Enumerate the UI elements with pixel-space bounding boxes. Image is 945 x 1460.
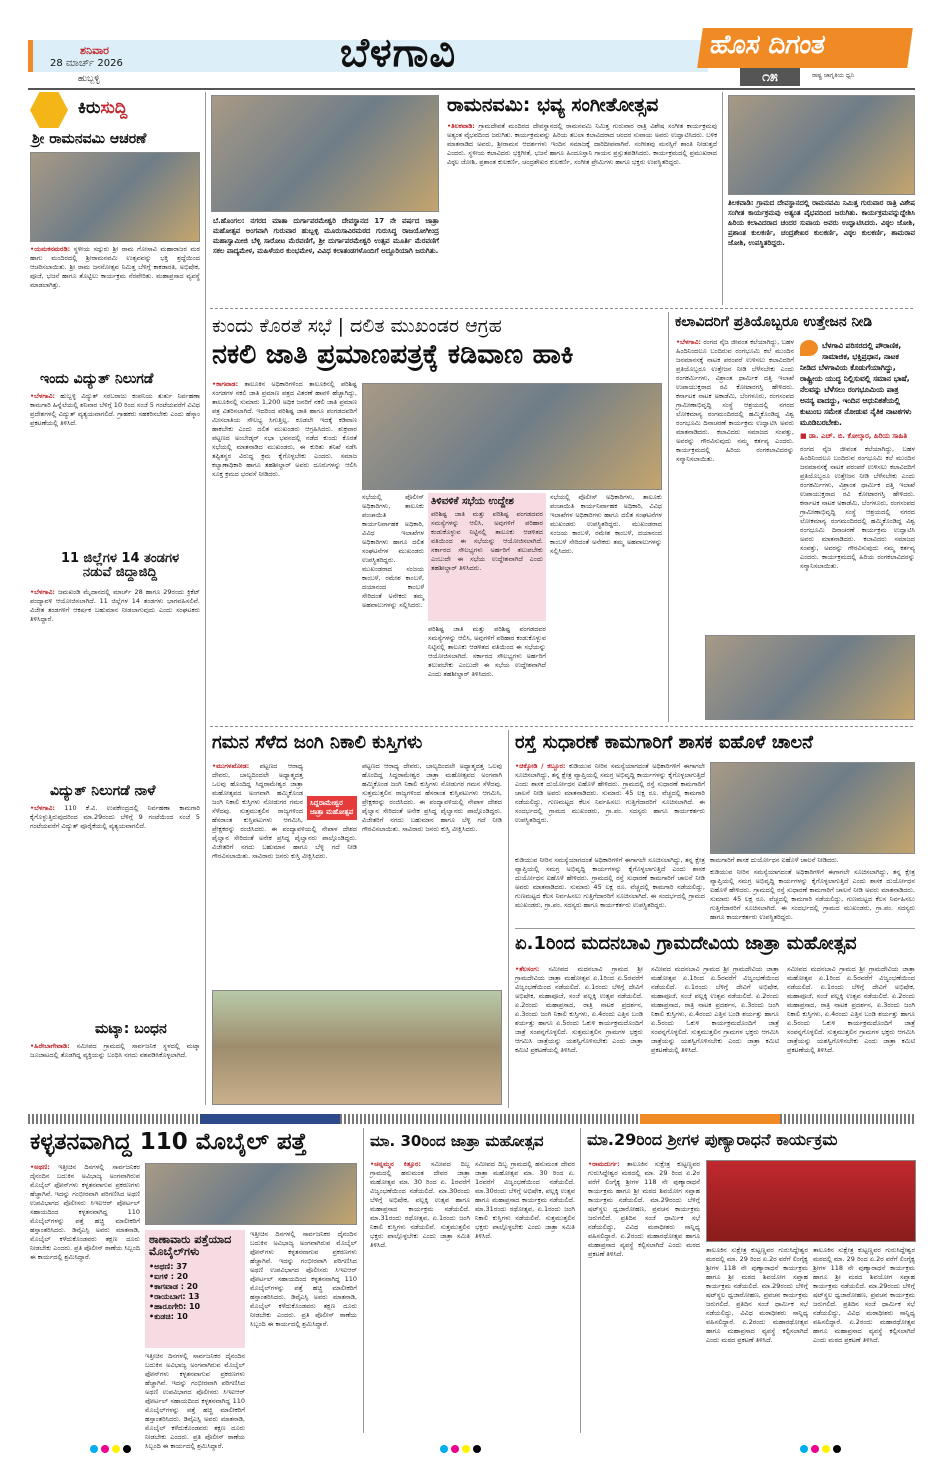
article-body: ಕುಡಿಯುವ ನೀರಿನ ಸಮಸ್ಯೆಯಾಗದಂತೆ ಅಧಿಕಾರಿಗಳಿಗೆ ಈಗಾಗಲೇ ಸೂಚಿಸಲಾಗಿದ್ದು, ತನ್ನ ಕ್ಷೇತ್ರ ವ್ಯಾಪ್ತಿಯಲ್ಲಿ ಸಮಗ್ರ ಅಭಿವೃದ್ಧಿ ಕಾರ್ಯಗಳನ್ನು ಕೈಗೊಳ್ಳಲಾಗುತ್ತಿದೆ ಎಂದು ಶಾಸಕ ದುರ್ಯೋಧನ ಐಹೊಳೆ ಹೇಳಿದರು. ಗ್ರಾಮದಲ್ಲಿ ರಸ್ತೆ ಸುಧಾರಣೆ ಕಾಮಗಾರಿಗೆ ಚಾಲನೆ ನೀಡಿ ಅವರು ಮಾತನಾಡಿದರು. ಸುಮಾರು 45 ಲಕ್ಷ ರೂ. ವೆಚ್ಚದಲ್ಲಿ ಕಾಮಗಾರಿ ನಡೆಯಲಿದ್ದು, ಗುಣಮಟ್ಟದ ಕೆಲಸ ನಿರ್ವಹಿಸಲು ಗುತ್ತಿಗೆದಾರರಿಗೆ ಸೂಚಿಸಲಾಗಿದೆ. ಈ ಸಂದರ್ಭದಲ್ಲಿ ಗ್ರಾಮದ ಮುಖಂಡರು, ಗ್ರಾ.ಪಂ. ಸದಸ್ಯರು ಹಾಗೂ ಕಾರ್ಯಕರ್ತರು ಉಪಸ್ಥಿತರಿದ್ದರು. bbox=[710, 868, 915, 921]
brief-headline: 11 ಜಿಲ್ಲೆಗಳ 14 ತಂಡಗಳ ನಡುವೆ ಜಿದ್ದಾಜಿದ್ದಿ bbox=[60, 551, 180, 581]
article-headline: ಗಮನ ಸೆಳೆದ ಜಂಗಿ ನಿಕಾಲಿ ಕುಸ್ತಿಗಳು bbox=[212, 732, 423, 753]
main-headline: ನಕಲಿ ಜಾತಿ ಪ್ರಮಾಣಪತ್ರಕ್ಕೆ ಕಡಿವಾಣ ಹಾಕಿ bbox=[212, 339, 574, 370]
subhead-text: ಪರಿಶಿಷ್ಟ ಜಾತಿ ಮತ್ತು ಪರಿಶಿಷ್ಟ ಪಂಗಡದವರ ಸಮಸ್ಯೆಗಳನ್ನು ಆಲಿಸಿ, ಅವುಗಳಿಗೆ ಪರಿಹಾರ ಕಂಡುಕೊಳ್ಳುವ ನಿಟ್ಟಿನಲ್ಲಿ ತಾಲೂಕು ಆಡಳಿತದ ವತಿಯಿಂದ ಈ ಸಭೆಯನ್ನು ಆಯೋಜಿಸಲಾಗಿದೆ. ಸರ್ಕಾರದ ಸೌಲಭ್ಯಗಳು ಅರ್ಹರಿಗೆ ತಲುಪಬೇಕು ಎಂಬುದೇ ಈ ಸಭೆಯ ಉದ್ದೇಶವಾಗಿದೆ ಎಂದು ತಹಶೀಲ್ದಾರ್ ತಿಳಿಸಿದರು. bbox=[431, 510, 543, 572]
article-body: ರಂಗದ ನೈಜ ಜೀವಂತ ಕಲೆಯಾಗಿದ್ದು, ಬಹಳ ಹಿಂದಿನಿಂದಲೂ ಬಂದಿರುವ ರಂಗಭೂಮಿ ಕಲೆ ಮುಂದಿನ ಜನಮಾನಸಕ್ಕೆ ನಾಟಕ ಪರಂಪರೆ ಉಳಿಸಲು ಕಲಾವಿದರಿಗೆ ಪ್ರತಿಯೊಬ್ಬರೂ ಉತ್ತೇಜನ ನೀಡಿ ಬೆಳೆಸಬೇಕು ಎಂದು ರಂಗಕರ್ಮಿಗಳು, ವಿಶ್ರಾಂತ ಧಾರ್ಮಿಕ ದತ್ತಿ ಇಲಾಖೆ ಉಪಾಯುಕ್ತರಾದ ರವಿ ಕೋಟಾರಗಸ್ತಿ ಹೇಳಿದರು. ಕರ್ನಾಟಕ ನಾಟಕ ಅಕಾಡೆಮಿ, ಬೆಂಗಳೂರು, ರಂಗಸಂಪದ ಗ್ರಾಮೀಣಾಭಿವೃದ್ಧಿ ಸಂಸ್ಥೆ ಆಶ್ರಯದಲ್ಲಿ ನಗರದ ಲೋಕಮಾನ್ಯ ರಂಗಮಂದಿರದಲ್ಲಿ ಹಮ್ಮಿಕೊಂಡಿದ್ದ ವಿಶ್ವ ರಂಗಭೂಮಿ ದಿನಾಚರಣೆ ಕಾರ್ಯಕ್ರಮ ಉದ್ಘಾಟಿಸಿ ಅವರು ಮಾತನಾಡಿದರು. ಕಲಾವಿದರು ಸಮಾಜದ ಸಂಪತ್ತು, ಅವರನ್ನು ಗೌರವಿಸುವುದು ನಮ್ಮ ಕರ್ತವ್ಯ ಎಂದರು. ಕಾರ್ಯಕ್ರಮದಲ್ಲಿ ಹಿರಿಯ ರಂಗಕಲಾವಿದರನ್ನು ಸನ್ಮಾನಿಸಲಾಯಿತು. bbox=[800, 445, 915, 570]
section-title: ಬೆಳಗಾವಿ bbox=[340, 30, 457, 76]
article-body: •ತಿಲಕವಾಡಿ: ಗ್ರಾಮದೇವತೆ ಮಂದಿರದ ದೇವಸ್ಥಾನದಲ್ಲಿ ರಾಮನವಮಿ ನಿಮಿತ್ತ ಗುರುವಾರ ರಾತ್ರಿ ವಿಶೇಷ ಸಂಗೀತ ಕಾರ್ಯಕ್ರಮವು ಅತ್ಯಂತ ವೈಭವದಿಂದ ಜರುಗಿತು. ಕಾರ್ಯಕ್ರಮವನ್ನು ಹಿರಿಯ ತಬಲಾ ಕಲಾವಿದರಾದ ಚಂದರ ಸುವಾಯ ಅವರು ಉದ್ಘಾಟಿಸಿದರು. ಬಳಿಕ ಮಾತನಾಡಿದ ಅವರು, ಶ್ರೀರಾಮನ ಆದರ್ಶಗಳು ಇಂದಿನ ಸಮಾಜಕ್ಕೆ ದಾರಿದೀಪವಾಗಿವೆ. ಸಂಗೀತವು ಮನಸ್ಸಿಗೆ ಶಾಂತಿ ನೀಡುತ್ತದೆ ಎಂದರು. ಸ್ಥಳೀಯ ಕಲಾವಿದರು ಭಕ್ತಿಗೀತೆ, ಭಜನೆ ಹಾಗೂ ಹಿಂದೂಸ್ತಾನಿ ಗಾಯನ ಪ್ರಸ್ತುತಪಡಿಸಿದರು. ಕಾರ್ಯಕ್ರಮದಲ್ಲಿ ಪ್ರಮುಖರಾದ ವಿಠ್ಠಲ ಜೋಶಿ, ಪ್ರಶಾಂತ ಕುಲಕರ್ಣಿ, ಚಂದ್ರಶೇಖರ ಕುಲಕರ್ಣಿ, ಸಂಗೀತ ಪ್ರೇಮಿಗಳು ಹಾಗೂ ಭಕ್ತರು ಉಪಸ್ಥಿತರಿದ್ದರು. bbox=[447, 122, 717, 166]
article-headline: ಮಾ. 30ರಿಂದ ಜಾತ್ರಾ ಮಹೋತ್ಸವ bbox=[370, 1132, 544, 1150]
ritual-photo bbox=[30, 152, 200, 242]
felicitation-photo bbox=[705, 635, 915, 720]
stats-item: •ರಾಯಬಾಗ: 13 bbox=[149, 1292, 200, 1302]
color-registration-marks bbox=[440, 1438, 484, 1457]
brief-text: •ಯಮಕನಮರಡಿ: ಸ್ಥಳೀಯ ಸದ್ಗುರು ಶ್ರೀ ರಾಮ ಗೋಸಾವಿ ಮಹಾರಾಜರ ಮಠ ಹಾಗು ಮಂದಿರದಲ್ಲಿ ಶ್ರೀರಾಮನವಮಿ ಉತ್ಸವವನ್ನು ಭಕ್ತಿ ಶ್ರದ್ಧೆಯಿಂದ ಆಚರಿಸಲಾಯಿತು. ಶ್ರೀ ರಾಮ ಜನನೋತ್ಸವ ನಿಮಿತ್ತ ಬೆಳಿಗ್ಗೆ ಕಾಕಡಾರತಿ, ಅಭಿಷೇಕ, ಪೂಜೆ, ಭಜನೆ ಹಾಗೂ ತೊಟ್ಟಿಲು ಕಾರ್ಯಕ್ರಮ ನೆರವೇರಿತು. ಮಹಾಪ್ರಸಾದ ವ್ಯವಸ್ಥೆ ಮಾಡಲಾಗಿತ್ತು. bbox=[30, 245, 200, 289]
section-divider bbox=[515, 928, 915, 929]
stats-item: •ಹಾರೂಗೇರಿ: 10 bbox=[149, 1302, 201, 1312]
dateline: •ಹಿರೇಬಾಗೇವಾಡಿ: bbox=[30, 1042, 70, 1050]
dateline: •ಬೆಳಗಾವಿ: bbox=[676, 338, 701, 346]
dateline: •ಬೆಳಗಾವಿ: bbox=[30, 588, 55, 596]
kiru-text: ಕಿರು bbox=[78, 98, 101, 118]
article-body: •ಅಥಣಿ: ಇತ್ತೀಚಿನ ದಿನಗಳಲ್ಲಿ ಸಾರ್ವಜನಿಕರ ದೈನಂದಿನ ಬದುಕಿನ ಅವಿಭಾಜ್ಯ ಅಂಗವಾಗಿರುವ ಮೊಬೈಲ್ ಫೋನ್‌ಗಳು ಕಳ್ಳತನವಾಗುವ ಪ್ರಕರಣಗಳು ಹೆಚ್ಚಾಗಿವೆ. ಇದನ್ನು ಗಂಭೀರವಾಗಿ ಪರಿಗಣಿಸಿದ ಅಥಣಿ ಉಪವಿಭಾಗದ ಪೊಲೀಸರು ಸಿಇಐಆರ್ ಪೋರ್ಟಲ್ ಸಹಾಯದಿಂದ ಕಳ್ಳತನವಾಗಿದ್ದ 110 ಮೊಬೈಲ್‌ಗಳನ್ನು ಪತ್ತೆ ಹಚ್ಚಿ ಮಾಲೀಕರಿಗೆ ಹಸ್ತಾಂತರಿಸಿದರು. ಡಿವೈಎಸ್ಪಿ ಅವರು ಮಾತನಾಡಿ, ಮೊಬೈಲ್ ಕಳೆದುಕೊಂಡವರು ತಕ್ಷಣ ದೂರು ನೀಡಬೇಕು ಎಂದರು. ಪ್ರತಿ ಪೊಲೀಸ್ ಠಾಣೆಯ ಸಿಬ್ಬಂದಿ ಈ ಕಾರ್ಯದಲ್ಲಿ ಶ್ರಮಿಸಿದ್ದಾರೆ. bbox=[30, 1163, 140, 1261]
article-body: ಪಟ್ಟಣದ ಆರಾಧ್ಯ ದೇವರು, ಬಾಲ್ಯದಿಂದಲೇ ಅಧ್ಯಾತ್ಮದತ್ತ ಒಲವು ಹೊಂದಿದ್ದ ಸಿದ್ದರಾಮೇಶ್ವರ ಜಾತ್ರಾ ಮಹೋತ್ಸವದ ಅಂಗವಾಗಿ ಹಮ್ಮಿಕೊಂಡ ಜಂಗಿ ನಿಕಾಲಿ ಕುಸ್ತಿಗಳು ನೋಡುಗರ ಗಮನ ಸೆಳೆದವು. ಸುತ್ತಮುತ್ತಲಿನ ರಾಜ್ಯಗಳಿಂದ ಹೆಸರಾಂತ ಕುಸ್ತಿಪಟುಗಳು ಆಗಮಿಸಿ, ಪ್ರೇಕ್ಷಕರನ್ನು ರಂಜಿಸಿದರು. ಈ ಪಂದ್ಯಾವಳಿಯಲ್ಲಿ ನೇಪಾಳ ದೇಶದ ಪೈಲ್ವಾನ ಸೇರಿದಂತೆ ಅನೇಕ ಪ್ರಸಿದ್ಧ ಪೈಲ್ವಾನರು ಪಾಲ್ಗೊಂಡಿದ್ದರು. ವಿಜೇತರಿಗೆ ನಗದು ಬಹುಮಾನ ಹಾಗೂ ಬೆಳ್ಳಿ ಗದೆ ನೀಡಿ ಗೌರವಿಸಲಾಯಿತು. ಸಾವಿರಾರು ಜನರು ಕುಸ್ತಿ ವೀಕ್ಷಿಸಿದರು. bbox=[362, 762, 502, 833]
article-headline: ರಸ್ತೆ ಸುಧಾರಣೆ ಕಾಮಗಾರಿಗೆ ಶಾಸಕ ಐಹೊಳೆ ಚಾಲನೆ bbox=[515, 732, 813, 753]
dateline: •ತಿಲಕವಾಡಿ: bbox=[447, 122, 475, 130]
subhead: ತಿಳಿವಳಿಕೆ ಸಭೆಯ ಉದ್ದೇಶ bbox=[431, 496, 514, 507]
brief-headline: ಮಟ್ಕಾ: ಬಂಧನ bbox=[95, 1021, 167, 1037]
brief-text: •ಬೆಳಗಾವಿ: 110 ಕೆ.ವಿ. ಉಪಕೇಂದ್ರದಲ್ಲಿ ನಿರ್ವಹಣಾ ಕಾಮಗಾರಿ ಕೈಗೊಳ್ಳುತ್ತಿರುವುದರಿಂದ ಮಾ.29ರಂದು ಬೆಳಿಗ್ಗೆ 9 ಗಂಟೆಯಿಂದ ಸಂಜೆ 5 ಗಂಟೆಯವರೆಗೆ ವಿದ್ಯುತ್ ಪೂರೈಕೆಯಲ್ಲಿ ವ್ಯತ್ಯಯವಾಗಲಿದೆ. bbox=[30, 804, 200, 830]
stats-box bbox=[145, 1230, 245, 1348]
article-body: •ಚಿಕ್ಕೋಡಿ / ಕಬ್ಬೂರ: ಕುಡಿಯುವ ನೀರಿನ ಸಮಸ್ಯೆಯಾಗದಂತೆ ಅಧಿಕಾರಿಗಳಿಗೆ ಈಗಾಗಲೇ ಸೂಚಿಸಲಾಗಿದ್ದು, ತನ್ನ ಕ್ಷೇತ್ರ ವ್ಯಾಪ್ತಿಯಲ್ಲಿ ಸಮಗ್ರ ಅಭಿವೃದ್ಧಿ ಕಾರ್ಯಗಳನ್ನು ಕೈಗೊಳ್ಳಲಾಗುತ್ತಿದೆ ಎಂದು ಶಾಸಕ ದುರ್ಯೋಧನ ಐಹೊಳೆ ಹೇಳಿದರು. ಗ್ರಾಮದಲ್ಲಿ ರಸ್ತೆ ಸುಧಾರಣೆ ಕಾಮಗಾರಿಗೆ ಚಾಲನೆ ನೀಡಿ ಅವರು ಮಾತನಾಡಿದರು. ಸುಮಾರು 45 ಲಕ್ಷ ರೂ. ವೆಚ್ಚದಲ್ಲಿ ಕಾಮಗಾರಿ ನಡೆಯಲಿದ್ದು, ಗುಣಮಟ್ಟದ ಕೆಲಸ ನಿರ್ವಹಿಸಲು ಗುತ್ತಿಗೆದಾರರಿಗೆ ಸೂಚಿಸಲಾಗಿದೆ. ಈ ಸಂದರ್ಭದಲ್ಲಿ ಗ್ರಾಮದ ಮುಖಂಡರು, ಗ್ರಾ.ಪಂ. ಸದಸ್ಯರು ಹಾಗೂ ಕಾರ್ಯಕರ್ತರು ಉಪಸ್ಥಿತರಿದ್ದರು. bbox=[515, 762, 705, 824]
article-body: •ಚನ್ನಮ್ಮನ ಕಿತ್ತೂರ: ಸಮೀಪದ ದಿಬ್ಬ ಗ್ರಾಮದಲ್ಲಿ ಹನುಮಂತ ದೇವರ ಜಾತ್ರಾ ಮಹೋತ್ಸವ ಮಾ. 30 ರಿಂದ ಏ. 1ರವರೆಗೆ ವಿಜೃಂಭಣೆಯಿಂದ ನಡೆಯಲಿದೆ. ಮಾ.30ರಂದು ಬೆಳಿಗ್ಗೆ ಅಭಿಷೇಕ, ಪಲ್ಲಕ್ಕಿ ಉತ್ಸವ ಹಾಗೂ ಮಹಾಪ್ರಸಾದ ಕಾರ್ಯಕ್ರಮ ನಡೆಯಲಿದೆ. ಮಾ.31ರಂದು ರಥೋತ್ಸವ, ಏ.1ರಂದು ಜಂಗಿ ನಿಕಾಲಿ ಕುಸ್ತಿಗಳು ನಡೆಯಲಿವೆ. ಸುತ್ತಮುತ್ತಲಿನ ಭಕ್ತರು ಪಾಲ್ಗೊಳ್ಳಬೇಕು ಎಂದು ಜಾತ್ರಾ ಸಮಿತಿ ತಿಳಿಸಿದೆ. bbox=[370, 1160, 470, 1249]
dateline: •ಯಮಕನಮರಡಿ: bbox=[30, 245, 71, 253]
photo-caption: ಕಾಮಗಾರಿಗೆ ಶಾಸಕ ದುರ್ಯೋಧನ ಐಹೊಳೆ ಚಾಲನೆ ನೀಡಿದರು. bbox=[710, 856, 839, 864]
column-divider bbox=[668, 312, 669, 722]
article-body: ತಾಲೂಕಿನ ಸುಕ್ಷೇತ್ರ ಕುಟ್ಟಣ್ಣವರ ಗುರುಸಿದ್ದೇಶ್ವರ ಮಠದಲ್ಲಿ ಮಾ. 29 ರಿಂದ ಏ.2ರ ವರೆಗೆ ಲಿಂಗೈಕ್ಯ ಶ್ರೀಗಳ 118 ನೇ ಪುಣ್ಯಾರಾಧನೆ ಕಾರ್ಯಕ್ರಮ ಹಾಗೂ ಶ್ರೀ ಮಠದ ಶಿವಯೋಗ ಸಪ್ತಾಹ ಕಾರ್ಯಕ್ರಮ ನಡೆಯಲಿದೆ. ಮಾ.29ರಂದು ಬೆಳಿಗ್ಗೆ ಷಟ್‌ಸ್ಥಲ ಧ್ವಜಾರೋಹಣ, ಪ್ರವಚನ ಕಾರ್ಯಕ್ರಮ ಜರುಗಲಿದೆ. ಪ್ರತಿದಿನ ಸಂಜೆ ಧಾರ್ಮಿಕ ಸಭೆ ನಡೆಯಲಿದ್ದು, ವಿವಿಧ ಮಠಾಧೀಶರು ಸಾನ್ನಿಧ್ಯ ವಹಿಸಲಿದ್ದಾರೆ. ಏ.2ರಂದು ಮಹಾರಥೋತ್ಸವ ಹಾಗೂ ಮಹಾಪ್ರಸಾದ ವ್ಯವಸ್ಥೆ ಕಲ್ಪಿಸಲಾಗಿದೆ ಎಂದು ಮಠದ ಪ್ರಕಟಣೆ ತಿಳಿಸಿದೆ. bbox=[813, 1246, 915, 1344]
article-body: ಸಮೀಪದ ಮದನಬಾವಿ ಗ್ರಾಮದ ಶ್ರೀ ಗ್ರಾಮದೇವಿಯ ಜಾತ್ರಾ ಮಹೋತ್ಸವ ಏ.1ರಿಂದ ಏ.5ರವರೆಗೆ ವಿಜೃಂಭಣೆಯಿಂದ ನಡೆಯಲಿದೆ. ಏ.1ರಂದು ಬೆಳಿಗ್ಗೆ ದೇವಿಗೆ ಅಭಿಷೇಕ, ಮಹಾಪೂಜೆ, ಸಂಜೆ ಪಲ್ಲಕ್ಕಿ ಉತ್ಸವ ನಡೆಯಲಿದೆ. ಏ.2ರಂದು ಮಹಾಪ್ರಸಾದ, ರಾತ್ರಿ ನಾಟಕ ಪ್ರದರ್ಶನ, ಏ.3ರಂದು ಜಂಗಿ ನಿಕಾಲಿ ಕುಸ್ತಿಗಳು, ಏ.4ರಂದು ಎತ್ತಿನ ಬಂಡಿ ಶರ್ಯತ್ತು ಹಾಗೂ ಏ.5ರಂದು ಓಕುಳಿ ಕಾರ್ಯಕ್ರಮದೊಂದಿಗೆ ಜಾತ್ರೆ ಸಂಪನ್ನಗೊಳ್ಳಲಿದೆ. ಸುತ್ತಮುತ್ತಲಿನ ಗ್ರಾಮಗಳ ಭಕ್ತರು ಆಗಮಿಸಿ ಜಾತ್ರೆಯನ್ನು ಯಶಸ್ವಿಗೊಳಿಸಬೇಕು ಎಂದು ಜಾತ್ರಾ ಕಮಿಟಿ ಪ್ರಕಟಣೆಯಲ್ಲಿ ತಿಳಿಸಿದೆ. bbox=[651, 965, 779, 1054]
brand-name: ಹೊಸ ದಿಗಂತ bbox=[708, 30, 828, 60]
stats-item: •ಕುಡಚಿ: 10 bbox=[149, 1312, 188, 1322]
wrestling-photo bbox=[212, 990, 502, 1105]
stats-title: ಠಾಣಾವಾರು ಪತ್ತೆಯಾದ ಮೊಬೈಲ್‌ಗಳು bbox=[149, 1233, 232, 1259]
brief-headline: ಇಂದು ವಿದ್ಯುತ್ ನಿಲುಗಡೆ bbox=[40, 371, 154, 387]
brand-logo bbox=[697, 28, 913, 68]
brief-headline: ಶ್ರೀ ರಾಮನವಮಿ ಆಚರಣೆ bbox=[32, 131, 147, 147]
article-headline: ಮಾ.29ರಿಂದ ಶ್ರೀಗಳ ಪುಣ್ಯಾರಾಧನೆ ಕಾರ್ಯಕ್ರಮ bbox=[587, 1130, 838, 1149]
dateline: •ತೆಲಸಂಗ: bbox=[515, 965, 540, 973]
brief-text: •ಬೆಳಗಾವಿ: ಜಮಖಂಡಿ ಮೈದಾನದಲ್ಲಿ ಮಾರ್ಚ್ 28 ಹಾಗೂ 29ರಂದು ಕ್ರಿಕೆಟ್ ಪಂದ್ಯಾವಳಿ ಆಯೋಜಿಸಲಾಗಿದೆ. 11 ಜಿಲ್ಲೆಗಳ 14 ತಂಡಗಳು ಭಾಗವಹಿಸಲಿವೆ. ವಿಜೇತ ತಂಡಗಳಿಗೆ ಆಕರ್ಷಕ ಬಹುಮಾನ ನೀಡಲಾಗುವುದು ಎಂದು ಸಂಘಟಕರು ತಿಳಿಸಿದ್ದಾರೆ. bbox=[30, 588, 200, 623]
pull-quote-column bbox=[800, 340, 915, 628]
pointing-hand-icon bbox=[30, 92, 68, 128]
article-body: ತಾಲೂಕಿನ ಸುಕ್ಷೇತ್ರ ಕುಟ್ಟಣ್ಣವರ ಗುರುಸಿದ್ದೇಶ್ವರ ಮಠದಲ್ಲಿ ಮಾ. 29 ರಿಂದ ಏ.2ರ ವರೆಗೆ ಲಿಂಗೈಕ್ಯ ಶ್ರೀಗಳ 118 ನೇ ಪುಣ್ಯಾರಾಧನೆ ಕಾರ್ಯಕ್ರಮ ಹಾಗೂ ಶ್ರೀ ಮಠದ ಶಿವಯೋಗ ಸಪ್ತಾಹ ಕಾರ್ಯಕ್ರಮ ನಡೆಯಲಿದೆ. ಮಾ.29ರಂದು ಬೆಳಿಗ್ಗೆ ಷಟ್‌ಸ್ಥಲ ಧ್ವಜಾರೋಹಣ, ಪ್ರವಚನ ಕಾರ್ಯಕ್ರಮ ಜರುಗಲಿದೆ. ಪ್ರತಿದಿನ ಸಂಜೆ ಧಾರ್ಮಿಕ ಸಭೆ ನಡೆಯಲಿದ್ದು, ವಿವಿಧ ಮಠಾಧೀಶರು ಸಾನ್ನಿಧ್ಯ ವಹಿಸಲಿದ್ದಾರೆ. ಏ.2ರಂದು ಮಹಾರಥೋತ್ಸವ ಹಾಗೂ ಮಹಾಪ್ರಸಾದ ವ್ಯವಸ್ಥೆ ಕಲ್ಪಿಸಲಾಗಿದೆ ಎಂದು ಮಠದ ಪ್ರಕಟಣೆ ತಿಳಿಸಿದೆ. bbox=[706, 1246, 808, 1344]
column-divider bbox=[580, 1128, 581, 1433]
quote-icon bbox=[800, 340, 818, 356]
main-body-col: ಸಭೆಯಲ್ಲಿ ಪೊಲೀಸ್ ಅಧಿಕಾರಿಗಳು, ತಾಲೂಕು ಪಂಚಾಯಿತಿ ಕಾರ್ಯನಿರ್ವಾಹಕ ಅಧಿಕಾರಿ, ವಿವಿಧ ಇಲಾಖೆಗಳ ಅಧಿಕಾರಿಗಳು ಹಾಗೂ ದಲಿತ ಸಂಘಟನೆಗಳ ಮುಖಂಡರು ಉಪಸ್ಥಿತರಿದ್ದರು. ಮುಖಂಡರಾದ ಸಂಜಯ ಕಾಂಬಳೆ, ರಮೇಶ ಕಾಂಬಳೆ, ದಯಾನಂದ ಕಾಂಬಳೆ ಸೇರಿದಂತೆ ಅನೇಕರು ತಮ್ಮ ಅಹವಾಲುಗಳನ್ನು ಸಲ್ಲಿಸಿದರು. bbox=[362, 493, 424, 609]
main-body: •ಕಾಗವಾಡ: ತಾಲೂಕಿನ ಅಧಿಕಾರಿಗಳಿಂದ ತಾಲೂಕಿನಲ್ಲಿ ಪರಿಶಿಷ್ಟ ಸಂಗಡಗಳ ನಕಲಿ ಜಾತಿ ಪ್ರಮಾಣ ಪತ್ರದ ವಿತರಣೆ ಹಾವಳಿ ಹೆಚ್ಚಾಗಿದ್ದು, ತಾಲೂಕಿನಲ್ಲಿ ಸುಮಾರು 1,200 ಅಧಿಕ ಜನರಿಗೆ ನಕಲಿ ಜಾತಿ ಪ್ರಮಾಣ ಪತ್ರ ವಿತರಿಸಲಾಗಿದೆ. ಇದರಿಂದ ಪರಿಶಿಷ್ಟ ಜಾತಿ ಹಾಗೂ ಪಂಗಡದವರಿಗೆ ಮೀಸಲಾತಿಯ ಸೌಲಭ್ಯ ಸಿಗುತ್ತಿಲ್ಲ. ಕೂಡಲೇ ಇದಕ್ಕೆ ಕಡಿವಾಣ ಹಾಕಬೇಕು ಎಂದು ದಲಿತ ಮುಖಂಡರು ಆಗ್ರಹಿಸಿದರು. ಶುಕ್ರವಾರ ಪಟ್ಟಣದ ಅಂಬೇಡ್ಕರ್ ಸಭಾ ಭವನದಲ್ಲಿ ನಡೆದ ಕುಂದು ಕೊರತೆ ಸಭೆಯಲ್ಲಿ ಮಾತನಾಡಿದ ಮುಖಂಡರು, ಈ ಕುರಿತು ತನಿಖೆ ನಡೆಸಿ ತಪ್ಪಿತಸ್ಥರ ವಿರುದ್ಧ ಕ್ರಮ ಕೈಗೊಳ್ಳಬೇಕು ಎಂದರು. ಸಮಾಜ ಕಲ್ಯಾಣಾಧಿಕಾರಿ ಹಾಗೂ ತಹಶೀಲ್ದಾರ್ ಅವರು ದೂರುಗಳನ್ನು ಆಲಿಸಿ ಸೂಕ್ತ ಕ್ರಮದ ಭರವಸೆ ನೀಡಿದರು. bbox=[212, 380, 357, 478]
pull-quote bbox=[800, 340, 915, 428]
dateline: •ಅಥಣಿ: bbox=[30, 1163, 50, 1171]
article-headline: ಕಲಾವಿದರಿಗೆ ಪ್ರತಿಯೊಬ್ಬರೂ ಉತ್ತೇಜನ ನೀಡಿ bbox=[675, 314, 873, 330]
stats-list bbox=[149, 1262, 241, 1322]
section-stripe bbox=[28, 1114, 915, 1124]
brief-headline: ವಿದ್ಯುತ್ ನಿಲುಗಡೆ ನಾಳೆ bbox=[50, 783, 156, 799]
article-body: ಇತ್ತೀಚಿನ ದಿನಗಳಲ್ಲಿ ಸಾರ್ವಜನಿಕರ ದೈನಂದಿನ ಬದುಕಿನ ಅವಿಭಾಜ್ಯ ಅಂಗವಾಗಿರುವ ಮೊಬೈಲ್ ಫೋನ್‌ಗಳು ಕಳ್ಳತನವಾಗುವ ಪ್ರಕರಣಗಳು ಹೆಚ್ಚಾಗಿವೆ. ಇದನ್ನು ಗಂಭೀರವಾಗಿ ಪರಿಗಣಿಸಿದ ಅಥಣಿ ಉಪವಿಭಾಗದ ಪೊಲೀಸರು ಸಿಇಐಆರ್ ಪೋರ್ಟಲ್ ಸಹಾಯದಿಂದ ಕಳ್ಳತನವಾಗಿದ್ದ 110 ಮೊಬೈಲ್‌ಗಳನ್ನು ಪತ್ತೆ ಹಚ್ಚಿ ಮಾಲೀಕರಿಗೆ ಹಸ್ತಾಂತರಿಸಿದರು. ಡಿವೈಎಸ್ಪಿ ಅವರು ಮಾತನಾಡಿ, ಮೊಬೈಲ್ ಕಳೆದುಕೊಂಡವರು ತಕ್ಷಣ ದೂರು ನೀಡಬೇಕು ಎಂದರು. ಪ್ರತಿ ಪೊಲೀಸ್ ಠಾಣೆಯ ಸಿಬ್ಬಂದಿ ಈ ಕಾರ್ಯದಲ್ಲಿ ಶ್ರಮಿಸಿದ್ದಾರೆ. bbox=[145, 1352, 245, 1450]
article-body: •ತೆಲಸಂಗ: ಸಮೀಪದ ಮದನಬಾವಿ ಗ್ರಾಮದ ಶ್ರೀ ಗ್ರಾಮದೇವಿಯ ಜಾತ್ರಾ ಮಹೋತ್ಸವ ಏ.1ರಿಂದ ಏ.5ರವರೆಗೆ ವಿಜೃಂಭಣೆಯಿಂದ ನಡೆಯಲಿದೆ. ಏ.1ರಂದು ಬೆಳಿಗ್ಗೆ ದೇವಿಗೆ ಅಭಿಷೇಕ, ಮಹಾಪೂಜೆ, ಸಂಜೆ ಪಲ್ಲಕ್ಕಿ ಉತ್ಸವ ನಡೆಯಲಿದೆ. ಏ.2ರಂದು ಮಹಾಪ್ರಸಾದ, ರಾತ್ರಿ ನಾಟಕ ಪ್ರದರ್ಶನ, ಏ.3ರಂದು ಜಂಗಿ ನಿಕಾಲಿ ಕುಸ್ತಿಗಳು, ಏ.4ರಂದು ಎತ್ತಿನ ಬಂಡಿ ಶರ್ಯತ್ತು ಹಾಗೂ ಏ.5ರಂದು ಓಕುಳಿ ಕಾರ್ಯಕ್ರಮದೊಂದಿಗೆ ಜಾತ್ರೆ ಸಂಪನ್ನಗೊಳ್ಳಲಿದೆ. ಸುತ್ತಮುತ್ತಲಿನ ಗ್ರಾಮಗಳ ಭಕ್ತರು ಆಗಮಿಸಿ ಜಾತ್ರೆಯನ್ನು ಯಶಸ್ವಿಗೊಳಿಸಬೇಕು ಎಂದು ಜಾತ್ರಾ ಕಮಿಟಿ ಪ್ರಕಟಣೆಯಲ್ಲಿ ತಿಳಿಸಿದೆ. bbox=[515, 965, 643, 1054]
dateline: •ರಾಮದುರ್ಗ: bbox=[588, 1160, 620, 1168]
pull-quote-text: ಬೆಳಗಾವಿ ಪರಿಸರದಲ್ಲಿ ಪೌರಾಣಿಕ, ಸಾಮಾಜಿಕ, ಭಕ್ತಿಪ್ರಧಾನ, ನಾಟಕ ನೀಡಿದ ಬೆಳಗಾವಿಯ ಕೊಡುಗೆಯಾಗಿದ್ದು, ರಾಷ್ಟ್ರೀಯ ಯುದ್ಧ ನಿಲ್ಲಿಸುವಲ್ಲಿ ಸಮಾನ ಭಾಷೆ, ನೆಲವನ್ನು ಬೆಳೆಸಲು ರಂಗಭೂಮಿಯ ಪಾತ್ರ ಅನನ್ಯ ವಾದದ್ದು, ಇಂದಿನ ಆಧುನಿಕತೆಯಲ್ಲಿ ಕುಟುಂಬ ಸಮೇತ ನೋಡುವ ನೈತಿಕ ನಾಟಕಗಳು ಮೂಡಿಬರಬೇಕು. bbox=[800, 341, 912, 427]
brief-text: •ಬೆಳಗಾವಿ: ಹುಬ್ಬಳ್ಳಿ ವಿದ್ಯುತ್ ಸರಬರಾಜು ಕಂಪನಿಯ ತುರ್ತು ನಿರ್ವಹಣಾ ಕಾಮಗಾರಿ ಹಿನ್ನೆಲೆಯಲ್ಲಿ ಶನಿವಾರ ಬೆಳಿಗ್ಗೆ 10 ರಿಂದ ಸಂಜೆ 5 ಗಂಟೆಯವರೆಗೆ ವಿವಿಧ ಪ್ರದೇಶಗಳಲ್ಲಿ ವಿದ್ಯುತ್ ವ್ಯತ್ಯಯವಾಗಲಿದೆ. ಗ್ರಾಹಕರು ಸಹಕರಿಸಬೇಕು ಎಂದು ಹೆಸ್ಕಾಂ ಪ್ರಕಟಣೆಯಲ್ಲಿ ತಿಳಿಸಿದೆ. bbox=[30, 392, 200, 427]
brief-text: •ಹಿರೇಬಾಗೇವಾಡಿ: ಸಮೀಪದ ಗ್ರಾಮದಲ್ಲಿ ಸಾರ್ವಜನಿಕ ಸ್ಥಳದಲ್ಲಿ ಮಟ್ಕಾ ಜೂಜಾಟದಲ್ಲಿ ತೊಡಗಿದ್ದ ವ್ಯಕ್ತಿಯನ್ನು ಬಂಧಿಸಿ ನಗದು ವಶಪಡಿಸಿಕೊಳ್ಳಲಾಗಿದೆ. bbox=[30, 1042, 200, 1059]
dateline: •ಚಿಕ್ಕೋಡಿ / ಕಬ್ಬೂರ: bbox=[515, 762, 566, 770]
dateline: •ಮುಗಳಖೋಡ: bbox=[212, 762, 250, 770]
article-body: •ರಾಮದುರ್ಗ: ತಾಲೂಕಿನ ಸುಕ್ಷೇತ್ರ ಕುಟ್ಟಣ್ಣವರ ಗುರುಸಿದ್ದೇಶ್ವರ ಮಠದಲ್ಲಿ ಮಾ. 29 ರಿಂದ ಏ.2ರ ವರೆಗೆ ಲಿಂಗೈಕ್ಯ ಶ್ರೀಗಳ 118 ನೇ ಪುಣ್ಯಾರಾಧನೆ ಕಾರ್ಯಕ್ರಮ ಹಾಗೂ ಶ್ರೀ ಮಠದ ಶಿವಯೋಗ ಸಪ್ತಾಹ ಕಾರ್ಯಕ್ರಮ ನಡೆಯಲಿದೆ. ಮಾ.29ರಂದು ಬೆಳಿಗ್ಗೆ ಷಟ್‌ಸ್ಥಲ ಧ್ವಜಾರೋಹಣ, ಪ್ರವಚನ ಕಾರ್ಯಕ್ರಮ ಜರುಗಲಿದೆ. ಪ್ರತಿದಿನ ಸಂಜೆ ಧಾರ್ಮಿಕ ಸಭೆ ನಡೆಯಲಿದ್ದು, ವಿವಿಧ ಮಠಾಧೀಶರು ಸಾನ್ನಿಧ್ಯ ವಹಿಸಲಿದ್ದಾರೆ. ಏ.2ರಂದು ಮಹಾರಥೋತ್ಸವ ಹಾಗೂ ಮಹಾಪ್ರಸಾದ ವ್ಯವಸ್ಥೆ ಕಲ್ಪಿಸಲಾಗಿದೆ ಎಂದು ಮಠದ ಪ್ರಕಟಣೆ ತಿಳಿಸಿದೆ. bbox=[588, 1160, 700, 1258]
dateline: •ಚನ್ನಮ್ಮನ ಕಿತ್ತೂರ: bbox=[370, 1160, 422, 1168]
stripe-accent bbox=[640, 1114, 780, 1124]
date: 28 ಮಾರ್ಚ್ 2026 bbox=[50, 58, 123, 69]
seers-photo bbox=[706, 1160, 916, 1242]
article-headline: ಏ.1ರಿಂದ ಮದನಬಾವಿ ಗ್ರಾಮದೇವಿಯ ಜಾತ್ರಾ ಮಹೋತ್ಸವ bbox=[515, 933, 857, 954]
article-body: ಕುಡಿಯುವ ನೀರಿನ ಸಮಸ್ಯೆಯಾಗದಂತೆ ಅಧಿಕಾರಿಗಳಿಗೆ ಈಗಾಗಲೇ ಸೂಚಿಸಲಾಗಿದ್ದು, ತನ್ನ ಕ್ಷೇತ್ರ ವ್ಯಾಪ್ತಿಯಲ್ಲಿ ಸಮಗ್ರ ಅಭಿವೃದ್ಧಿ ಕಾರ್ಯಗಳನ್ನು ಕೈಗೊಳ್ಳಲಾಗುತ್ತಿದೆ ಎಂದು ಶಾಸಕ ದುರ್ಯೋಧನ ಐಹೊಳೆ ಹೇಳಿದರು. ಗ್ರಾಮದಲ್ಲಿ ರಸ್ತೆ ಸುಧಾರಣೆ ಕಾಮಗಾರಿಗೆ ಚಾಲನೆ ನೀಡಿ ಅವರು ಮಾತನಾಡಿದರು. ಸುಮಾರು 45 ಲಕ್ಷ ರೂ. ವೆಚ್ಚದಲ್ಲಿ ಕಾಮಗಾರಿ ನಡೆಯಲಿದ್ದು, ಗುಣಮಟ್ಟದ ಕೆಲಸ ನಿರ್ವಹಿಸಲು ಗುತ್ತಿಗೆದಾರರಿಗೆ ಸೂಚಿಸಲಾಗಿದೆ. ಈ ಸಂದರ್ಭದಲ್ಲಿ ಗ್ರಾಮದ ಮುಖಂಡರು, ಗ್ರಾ.ಪಂ. ಸದಸ್ಯರು ಹಾಗೂ ಕಾರ್ಯಕರ್ತರು ಉಪಸ್ಥಿತರಿದ್ದರು. bbox=[515, 856, 705, 909]
header-rule bbox=[28, 88, 915, 90]
article-body: ಇತ್ತೀಚಿನ ದಿನಗಳಲ್ಲಿ ಸಾರ್ವಜನಿಕರ ದೈನಂದಿನ ಬದುಕಿನ ಅವಿಭಾಜ್ಯ ಅಂಗವಾಗಿರುವ ಮೊಬೈಲ್ ಫೋನ್‌ಗಳು ಕಳ್ಳತನವಾಗುವ ಪ್ರಕರಣಗಳು ಹೆಚ್ಚಾಗಿವೆ. ಇದನ್ನು ಗಂಭೀರವಾಗಿ ಪರಿಗಣಿಸಿದ ಅಥಣಿ ಉಪವಿಭಾಗದ ಪೊಲೀಸರು ಸಿಇಐಆರ್ ಪೋರ್ಟಲ್ ಸಹಾಯದಿಂದ ಕಳ್ಳತನವಾಗಿದ್ದ 110 ಮೊಬೈಲ್‌ಗಳನ್ನು ಪತ್ತೆ ಹಚ್ಚಿ ಮಾಲೀಕರಿಗೆ ಹಸ್ತಾಂತರಿಸಿದರು. ಡಿವೈಎಸ್ಪಿ ಅವರು ಮಾತನಾಡಿ, ಮೊಬೈಲ್ ಕಳೆದುಕೊಂಡವರು ತಕ್ಷಣ ದೂರು ನೀಡಬೇಕು ಎಂದರು. ಪ್ರತಿ ಪೊಲೀಸ್ ಠಾಣೆಯ ಸಿಬ್ಬಂದಿ ಈ ಕಾರ್ಯದಲ್ಲಿ ಶ್ರಮಿಸಿದ್ದಾರೆ. bbox=[250, 1230, 357, 1328]
quote-author: ■ ಡಾ. ಎಚ್. ಬಿ. ಕೋಲ್ಕಾರ, ಹಿರಿಯ ಸಾಹಿತಿ bbox=[800, 432, 908, 440]
stats-item: •ಅಥಣಿ: 37 bbox=[149, 1262, 188, 1272]
page-number: ೧೫ bbox=[740, 68, 800, 86]
weekday: ಶನಿವಾರ bbox=[80, 44, 109, 57]
column-divider bbox=[508, 730, 509, 1108]
main-kicker: ಕುಂದು ಕೊರತೆ ಸಭೆ | ದಲಿತ ಮುಖಂಡರ ಆಗ್ರಹ bbox=[212, 315, 502, 337]
column-divider bbox=[722, 92, 723, 305]
article-headline: ರಾಮನವಮಿ: ಭವ್ಯ ಸಂಗೀತೋತ್ಸವ bbox=[447, 94, 659, 116]
main-body-col: ಪರಿಶಿಷ್ಟ ಜಾತಿ ಮತ್ತು ಪರಿಶಿಷ್ಟ ಪಂಗಡದವರ ಸಮಸ್ಯೆಗಳನ್ನು ಆಲಿಸಿ, ಅವುಗಳಿಗೆ ಪರಿಹಾರ ಕಂಡುಕೊಳ್ಳುವ ನಿಟ್ಟಿನಲ್ಲಿ ತಾಲೂಕು ಆಡಳಿತದ ವತಿಯಿಂದ ಈ ಸಭೆಯನ್ನು ಆಯೋಜಿಸಲಾಗಿದೆ. ಸರ್ಕಾರದ ಸೌಲಭ್ಯಗಳು ಅರ್ಹರಿಗೆ ತಲುಪಬೇಕು ಎಂಬುದೇ ಈ ಸಭೆಯ ಉದ್ದೇಶವಾಗಿದೆ ಎಂದು ತಹಶೀಲ್ದಾರ್ ತಿಳಿಸಿದರು. bbox=[428, 625, 546, 678]
event-box: ಸಿದ್ದರಾಮೇಶ್ವರ ಜಾತ್ರಾ ಮಹೋತ್ಸವ bbox=[307, 796, 357, 820]
photo-caption: ತಿಲಕವಾಡಿ: ಗ್ರಾಮದ ದೇವಸ್ಥಾನದಲ್ಲಿ ರಾಮನವಮಿ ನಿಮಿತ್ತ ಗುರುವಾರ ರಾತ್ರಿ ವಿಶೇಷ ಸಂಗೀತ ಕಾರ್ಯಕ್ರಮವು ಅತ್ಯಂತ ವೈಭವದಿಂದ ಜರುಗಿತು. ಕಾರ್ಯಕ್ರಮವನ್ನುದ್ದೇಶಿಸಿ ಹಿರಿಯ ಕಲಾವಿದರಾದ ಚಂದರ ಸುವಾಯ ಅವರು ಉದ್ಘಾಟಿಸಿದರು. ವಿಠ್ಠಲ ಜೋಶಿ, ಪ್ರಶಾಂತ ಕುಲಕರ್ಣಿ, ಚಂದ್ರಶೇಖರ ಕುಲಕರ್ಣಿ, ವಿಠ್ಠಲ ಕುಲಕರ್ಣಿ, ಶಾಮರಾವ ಜೋಶಿ, ಉಪಸ್ಥಿತರಿದ್ದರು. bbox=[728, 199, 915, 247]
police-photo bbox=[145, 1163, 357, 1225]
color-registration-marks bbox=[800, 1438, 844, 1457]
subhead-box bbox=[428, 493, 546, 621]
column-divider bbox=[363, 1128, 364, 1433]
section-divider bbox=[210, 726, 915, 727]
article-body: ಸಮೀಪದ ದಿಬ್ಬ ಗ್ರಾಮದಲ್ಲಿ ಹನುಮಂತ ದೇವರ ಜಾತ್ರಾ ಮಹೋತ್ಸವ ಮಾ. 30 ರಿಂದ ಏ. 1ರವರೆಗೆ ವಿಜೃಂಭಣೆಯಿಂದ ನಡೆಯಲಿದೆ. ಮಾ.30ರಂದು ಬೆಳಿಗ್ಗೆ ಅಭಿಷೇಕ, ಪಲ್ಲಕ್ಕಿ ಉತ್ಸವ ಹಾಗೂ ಮಹಾಪ್ರಸಾದ ಕಾರ್ಯಕ್ರಮ ನಡೆಯಲಿದೆ. ಮಾ.31ರಂದು ರಥೋತ್ಸವ, ಏ.1ರಂದು ಜಂಗಿ ನಿಕಾಲಿ ಕುಸ್ತಿಗಳು ನಡೆಯಲಿವೆ. ಸುತ್ತಮುತ್ತಲಿನ ಭಕ್ತರು ಪಾಲ್ಗೊಳ್ಳಬೇಕು ಎಂದು ಜಾತ್ರಾ ಸಮಿತಿ ತಿಳಿಸಿದೆ. bbox=[475, 1160, 575, 1240]
dateline: •ಬೆಳಗಾವಿ: bbox=[30, 804, 55, 812]
article-body: •ಬೆಳಗಾವಿ: ರಂಗದ ನೈಜ ಜೀವಂತ ಕಲೆಯಾಗಿದ್ದು, ಬಹಳ ಹಿಂದಿನಿಂದಲೂ ಬಂದಿರುವ ರಂಗಭೂಮಿ ಕಲೆ ಮುಂದಿನ ಜನಮಾನಸಕ್ಕೆ ನಾಟಕ ಪರಂಪರೆ ಉಳಿಸಲು ಕಲಾವಿದರಿಗೆ ಪ್ರತಿಯೊಬ್ಬರೂ ಉತ್ತೇಜನ ನೀಡಿ ಬೆಳೆಸಬೇಕು ಎಂದು ರಂಗಕರ್ಮಿಗಳು, ವಿಶ್ರಾಂತ ಧಾರ್ಮಿಕ ದತ್ತಿ ಇಲಾಖೆ ಉಪಾಯುಕ್ತರಾದ ರವಿ ಕೋಟಾರಗಸ್ತಿ ಹೇಳಿದರು. ಕರ್ನಾಟಕ ನಾಟಕ ಅಕಾಡೆಮಿ, ಬೆಂಗಳೂರು, ರಂಗಸಂಪದ ಗ್ರಾಮೀಣಾಭಿವೃದ್ಧಿ ಸಂಸ್ಥೆ ಆಶ್ರಯದಲ್ಲಿ ನಗರದ ಲೋಕಮಾನ್ಯ ರಂಗಮಂದಿರದಲ್ಲಿ ಹಮ್ಮಿಕೊಂಡಿದ್ದ ವಿಶ್ವ ರಂಗಭೂಮಿ ದಿನಾಚರಣೆ ಕಾರ್ಯಕ್ರಮ ಉದ್ಘಾಟಿಸಿ ಅವರು ಮಾತನಾಡಿದರು. ಕಲಾವಿದರು ಸಮಾಜದ ಸಂಪತ್ತು, ಅವರನ್ನು ಗೌರವಿಸುವುದು ನಮ್ಮ ಕರ್ತವ್ಯ ಎಂದರು. ಕಾರ್ಯಕ್ರಮದಲ್ಲಿ ಹಿರಿಯ ರಂಗಕಲಾವಿದರನ್ನು ಸನ್ಮಾನಿಸಲಾಯಿತು. bbox=[676, 338, 794, 463]
meeting-photo bbox=[362, 383, 662, 490]
photo-caption: ಬೆ.ಹೊಂಗಲ: ನಗರದ ಮಾತಾ ದುರ್ಗಾಪರಮೇಶ್ವರಿ ದೇವಸ್ಥಾನದ 17 ನೇ ವರ್ಷದ ಜಾತ್ರಾ ಮಹೋತ್ಸವ ಅಂಗವಾಗಿ ಗುರುವಾರ ಹುಬ್ಬಳ್ಳಿ ಮೂರುಸಾವಿರಮಠದ ಗುರುಸಿದ್ಧ ರಾಜಯೋಗೀಂದ್ರ ಮಹಾಸ್ವಾಮೀಜಿ ಬೆಳ್ಳಿ ಸಾರೋಟ ಮೆರವಣಿಗೆ, ಶ್ರೀ ದುರ್ಗಾಪರಮೇಶ್ವರಿ ಉತ್ಸವ ಮೂರ್ತಿ ಮೆರವಣಿಗೆ ಸಕಲ ವಾದ್ಯಮೇಳ, ಮಹಿಳೆಯರ ಕುಂಭಮೇಳ, ವಿವಿಧ ಕಲಾತಂಡಗಳೊಂದಿಗೆ ಅದ್ದೂರಿಯಾಗಿ ಜರುಗಿತು. bbox=[213, 217, 439, 255]
brand-tagline: ರಾಷ್ಟ್ರ ಜಾಗೃತಿಯ ಧ್ವನಿ bbox=[812, 72, 855, 79]
kirusuddi-label bbox=[30, 92, 195, 128]
stats-item: •ಐಗಳಿ : 20 bbox=[149, 1272, 188, 1282]
suddi-text: ಸುದ್ದಿ bbox=[100, 98, 128, 118]
color-registration-marks bbox=[90, 1438, 134, 1457]
music-event-photo bbox=[728, 95, 915, 195]
dateline: •ಕಾಗವಾಡ: bbox=[212, 380, 239, 388]
stats-item: •ಕಾಗವಾಡ : 20 bbox=[149, 1282, 198, 1292]
procession-photo bbox=[211, 95, 439, 212]
article-body: ಸಿದ್ದರಾಮೇಶ್ವರ ಜಾತ್ರಾ ಮಹೋತ್ಸವ •ಮುಗಳಖೋಡ: ಪಟ್ಟಣದ ಆರಾಧ್ಯ ದೇವರು, ಬಾಲ್ಯದಿಂದಲೇ ಅಧ್ಯಾತ್ಮದತ್ತ ಒಲವು ಹೊಂದಿದ್ದ ಸಿದ್ದರಾಮೇಶ್ವರ ಜಾತ್ರಾ ಮಹೋತ್ಸವದ ಅಂಗವಾಗಿ ಹಮ್ಮಿಕೊಂಡ ಜಂಗಿ ನಿಕಾಲಿ ಕುಸ್ತಿಗಳು ನೋಡುಗರ ಗಮನ ಸೆಳೆದವು. ಸುತ್ತಮುತ್ತಲಿನ ರಾಜ್ಯಗಳಿಂದ ಹೆಸರಾಂತ ಕುಸ್ತಿಪಟುಗಳು ಆಗಮಿಸಿ, ಪ್ರೇಕ್ಷಕರನ್ನು ರಂಜಿಸಿದರು. ಈ ಪಂದ್ಯಾವಳಿಯಲ್ಲಿ ನೇಪಾಳ ದೇಶದ ಪೈಲ್ವಾನ ಸೇರಿದಂತೆ ಅನೇಕ ಪ್ರಸಿದ್ಧ ಪೈಲ್ವಾನರು ಪಾಲ್ಗೊಂಡಿದ್ದರು. ವಿಜೇತರಿಗೆ ನಗದು ಬಹುಮಾನ ಹಾಗೂ ಬೆಳ್ಳಿ ಗದೆ ನೀಡಿ ಗೌರವಿಸಲಾಯಿತು. ಸಾವಿರಾರು ಜನರು ಕುಸ್ತಿ ವೀಕ್ಷಿಸಿದರು. bbox=[212, 762, 357, 860]
edition-city: ಹುಬ್ಬಳ್ಳಿ bbox=[78, 74, 100, 84]
main-body-col: ಸಭೆಯಲ್ಲಿ ಪೊಲೀಸ್ ಅಧಿಕಾರಿಗಳು, ತಾಲೂಕು ಪಂಚಾಯಿತಿ ಕಾರ್ಯನಿರ್ವಾಹಕ ಅಧಿಕಾರಿ, ವಿವಿಧ ಇಲಾಖೆಗಳ ಅಧಿಕಾರಿಗಳು ಹಾಗೂ ದಲಿತ ಸಂಘಟನೆಗಳ ಮುಖಂಡರು ಉಪಸ್ಥಿತರಿದ್ದರು. ಮುಖಂಡರಾದ ಸಂಜಯ ಕಾಂಬಳೆ, ರಮೇಶ ಕಾಂಬಳೆ, ದಯಾನಂದ ಕಾಂಬಳೆ ಸೇರಿದಂತೆ ಅನೇಕರು ತಮ್ಮ ಅಹವಾಲುಗಳನ್ನು ಸಲ್ಲಿಸಿದರು. bbox=[550, 493, 662, 555]
column-divider bbox=[205, 92, 206, 1105]
article-body: ಸಮೀಪದ ಮದನಬಾವಿ ಗ್ರಾಮದ ಶ್ರೀ ಗ್ರಾಮದೇವಿಯ ಜಾತ್ರಾ ಮಹೋತ್ಸವ ಏ.1ರಿಂದ ಏ.5ರವರೆಗೆ ವಿಜೃಂಭಣೆಯಿಂದ ನಡೆಯಲಿದೆ. ಏ.1ರಂದು ಬೆಳಿಗ್ಗೆ ದೇವಿಗೆ ಅಭಿಷೇಕ, ಮಹಾಪೂಜೆ, ಸಂಜೆ ಪಲ್ಲಕ್ಕಿ ಉತ್ಸವ ನಡೆಯಲಿದೆ. ಏ.2ರಂದು ಮಹಾಪ್ರಸಾದ, ರಾತ್ರಿ ನಾಟಕ ಪ್ರದರ್ಶನ, ಏ.3ರಂದು ಜಂಗಿ ನಿಕಾಲಿ ಕುಸ್ತಿಗಳು, ಏ.4ರಂದು ಎತ್ತಿನ ಬಂಡಿ ಶರ್ಯತ್ತು ಹಾಗೂ ಏ.5ರಂದು ಓಕುಳಿ ಕಾರ್ಯಕ್ರಮದೊಂದಿಗೆ ಜಾತ್ರೆ ಸಂಪನ್ನಗೊಳ್ಳಲಿದೆ. ಸುತ್ತಮುತ್ತಲಿನ ಗ್ರಾಮಗಳ ಭಕ್ತರು ಆಗಮಿಸಿ ಜಾತ್ರೆಯನ್ನು ಯಶಸ್ವಿಗೊಳಿಸಬೇಕು ಎಂದು ಜಾತ್ರಾ ಕಮಿಟಿ ಪ್ರಕಟಣೆಯಲ್ಲಿ ತಿಳಿಸಿದೆ. bbox=[787, 965, 915, 1054]
stripe-accent bbox=[200, 1114, 340, 1124]
article-headline: ಕಳ್ಳತನವಾಗಿದ್ದ 110 ಮೊಬೈಲ್ ಪತ್ತೆ bbox=[30, 1129, 307, 1155]
section-divider bbox=[210, 308, 915, 309]
dateline: •ಬೆಳಗಾವಿ: bbox=[30, 392, 55, 400]
road-work-photo bbox=[710, 762, 915, 854]
